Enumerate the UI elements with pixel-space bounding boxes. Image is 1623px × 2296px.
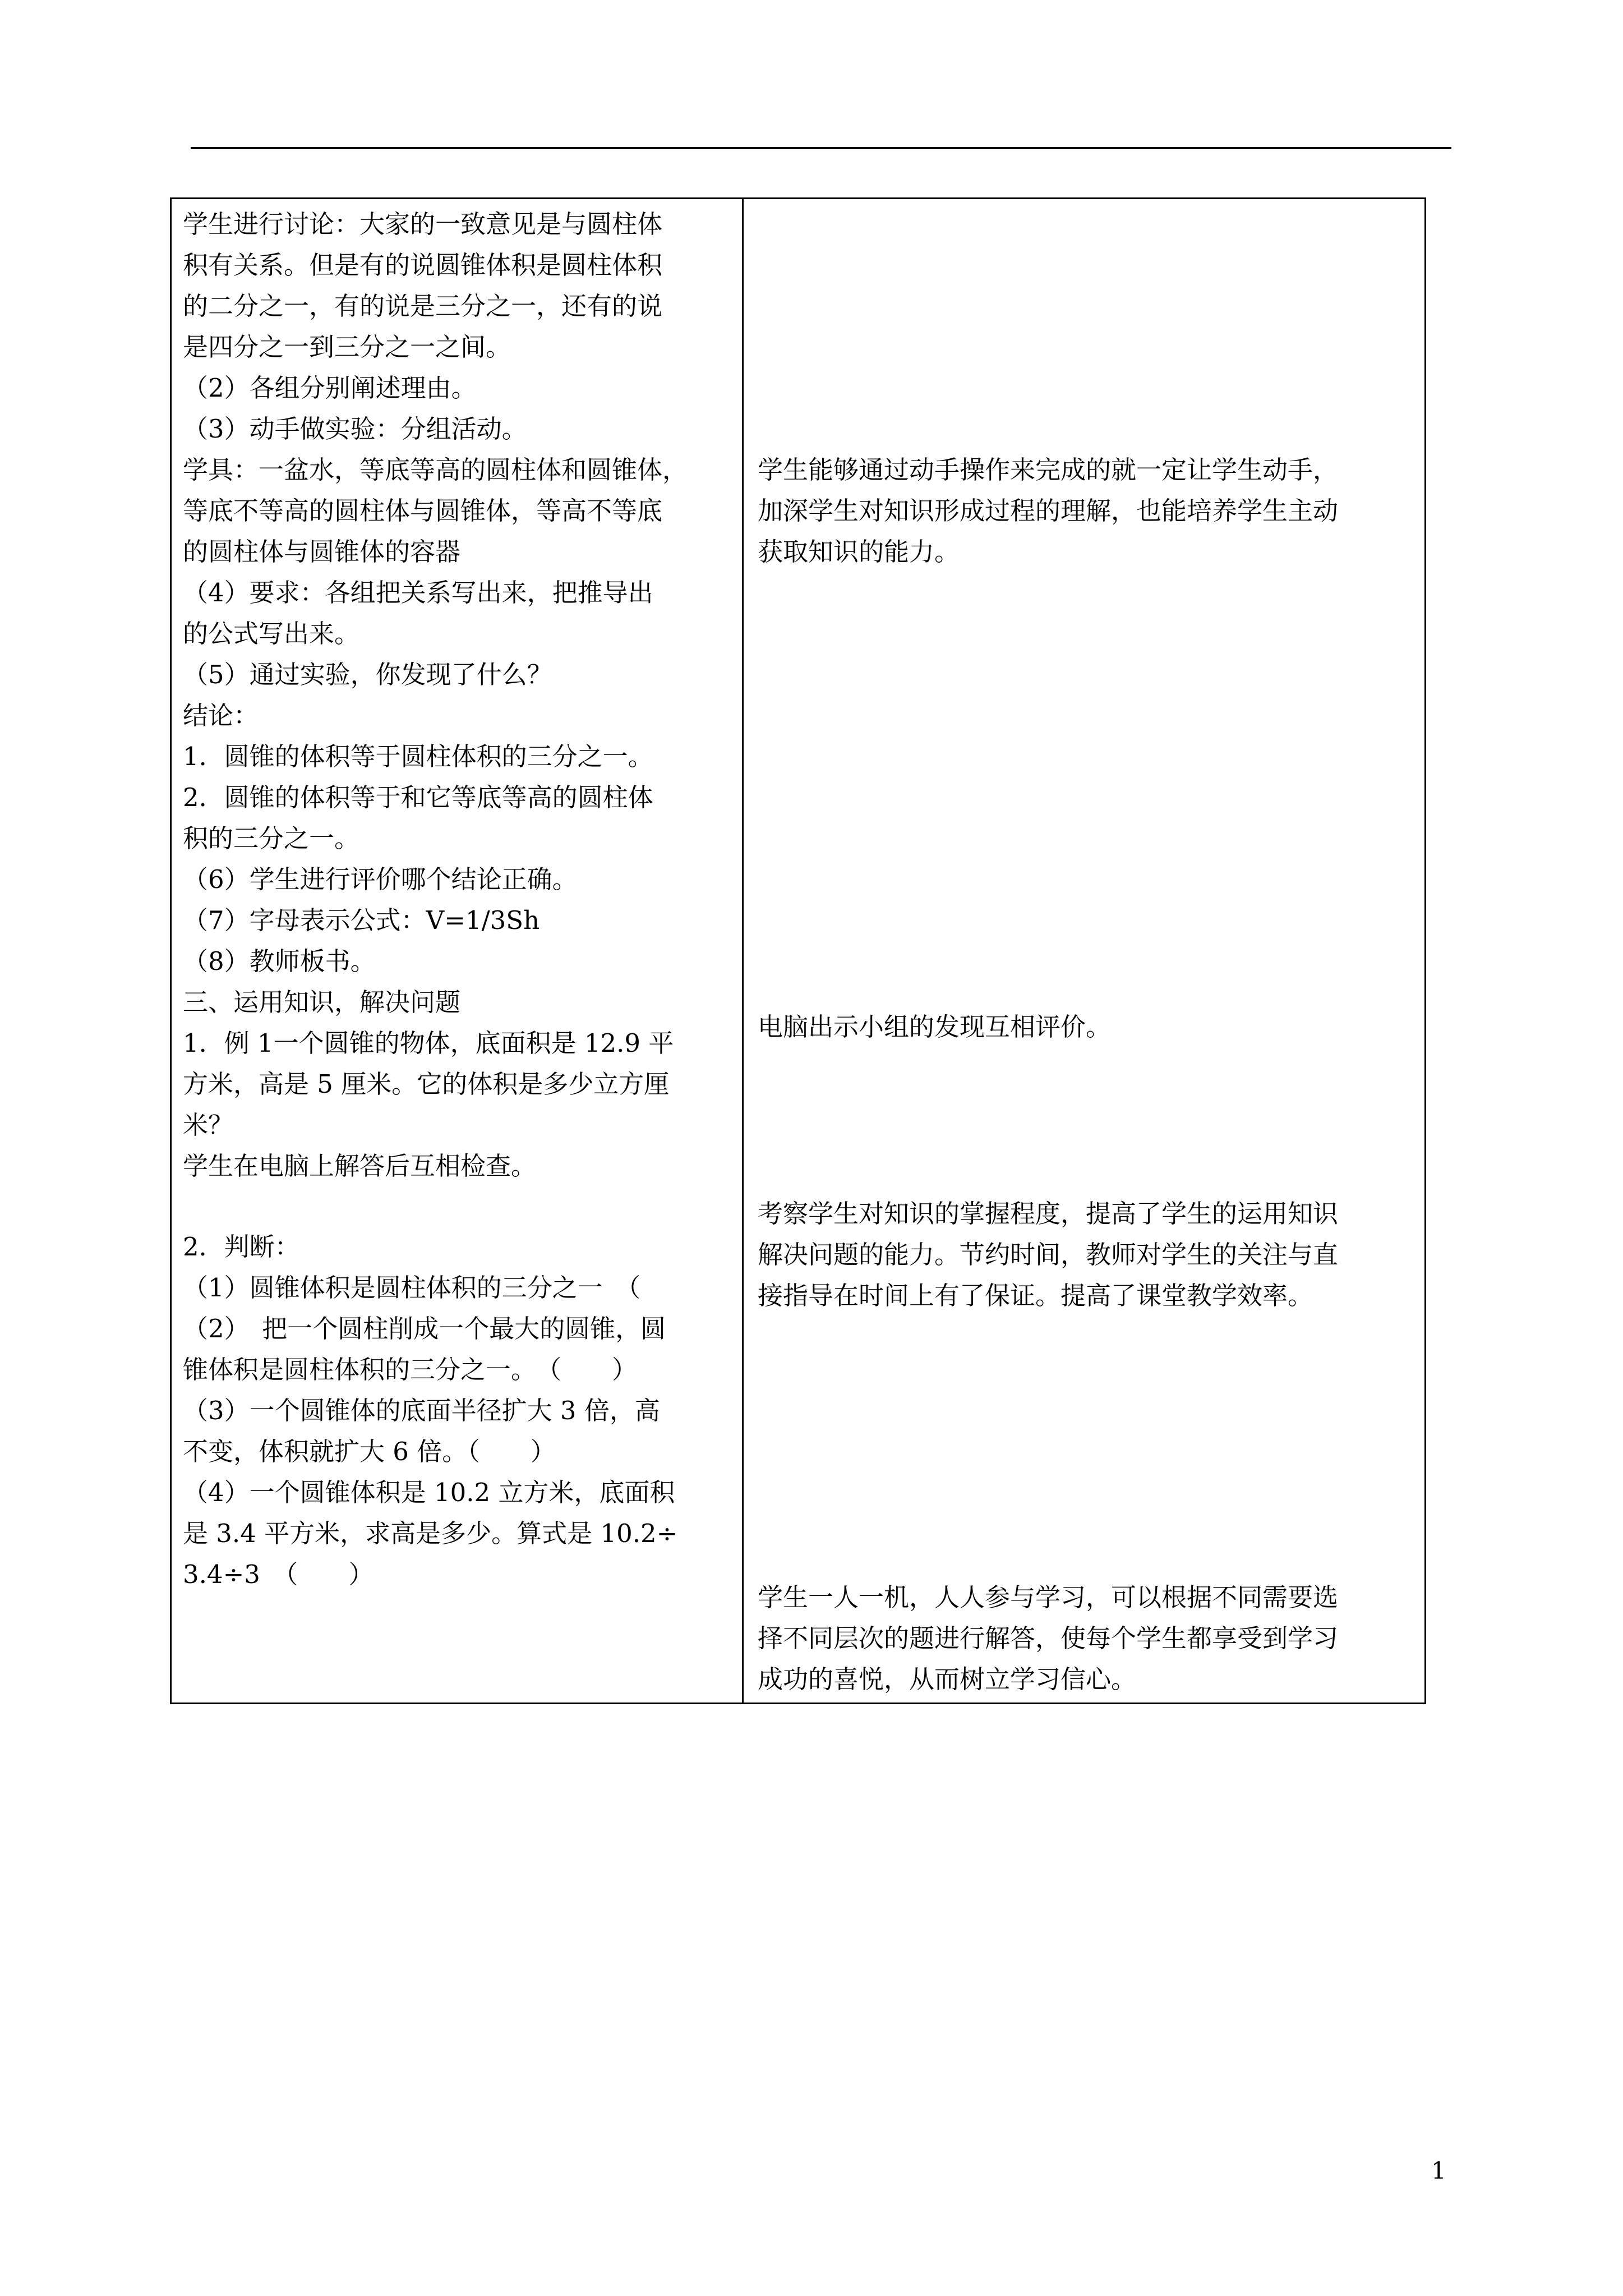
left-line: 是 3.4 平方米，求高是多少。算式是 10.2÷: [183, 1519, 678, 1548]
left-line: 等底不等高的圆柱体与圆锥体，等高不等底: [183, 496, 663, 526]
column-divider: [742, 199, 744, 1703]
left-line: 的公式写出来。: [183, 619, 360, 648]
left-line: （5）通过实验，你发现了什么？: [183, 660, 552, 689]
page-number: 1: [1431, 2157, 1446, 2184]
left-line: （6）学生进行评价哪个结论正确。: [183, 864, 578, 894]
right-line: 加深学生对知识形成过程的理解，也能培养学生主动: [758, 496, 1339, 526]
left-line: 学具：一盆水，等底等高的圆柱体和圆锥体，: [183, 455, 688, 485]
left-line: （2）各组分别阐述理由。: [183, 373, 477, 403]
right-line: 获取知识的能力。: [758, 537, 960, 567]
left-line: 2．圆锥的体积等于和它等底等高的圆柱体: [183, 783, 653, 812]
left-line: 结论：: [183, 701, 259, 730]
left-line: （2） 把一个圆柱削成一个最大的圆锥，圆: [183, 1314, 666, 1343]
left-line: 2．判断：: [183, 1232, 300, 1262]
right-line: 择不同层次的题进行解答，使每个学生都享受到学习: [758, 1623, 1339, 1653]
left-line: 积有关系。但是有的说圆锥体积是圆柱体积: [183, 250, 663, 280]
left-line: （3）动手做实验：分组活动。: [183, 414, 527, 444]
left-line: （3）一个圆锥体的底面半径扩大 3 倍，高: [183, 1396, 660, 1425]
left-line: 的圆柱体与圆锥体的容器: [183, 537, 461, 567]
left-line: 3.4÷3 （ ）: [183, 1559, 374, 1589]
right-line: 接指导在时间上有了保证。提高了课堂教学效率。: [758, 1281, 1313, 1310]
right-line: 成功的喜悦，从而树立学习信心。: [758, 1664, 1137, 1694]
header-rule: [191, 147, 1451, 149]
right-line: 学生一人一机，人人参与学习，可以根据不同需要选: [758, 1582, 1339, 1612]
left-line: （4）要求：各组把关系写出来，把推导出: [183, 578, 653, 608]
left-line: 的二分之一，有的说是三分之一，还有的说: [183, 291, 663, 321]
left-line: 学生进行讨论：大家的一致意见是与圆柱体: [183, 209, 663, 239]
left-line: 方米，高是 5 厘米。它的体积是多少立方厘: [183, 1069, 670, 1099]
left-line: （8）教师板书。: [183, 946, 376, 976]
right-line: 学生能够通过动手操作来完成的就一定让学生动手，: [758, 455, 1339, 485]
left-line: 是四分之一到三分之一之间。: [183, 332, 511, 362]
left-line: 1．例 1一个圆锥的物体，底面积是 12.9 平: [183, 1028, 674, 1058]
left-line: 积的三分之一。: [183, 823, 360, 853]
left-line: （4）一个圆锥体积是 10.2 立方米，底面积: [183, 1478, 675, 1507]
left-line: 学生在电脑上解答后互相检查。: [183, 1151, 537, 1181]
right-line: 解决问题的能力。节约时间，教师对学生的关注与直: [758, 1240, 1339, 1269]
left-line: 不变，体积就扩大 6 倍。（ ）: [183, 1437, 556, 1466]
left-line: 1．圆锥的体积等于圆柱体积的三分之一。: [183, 742, 653, 771]
left-line: 三、运用知识，解决问题: [183, 987, 461, 1017]
left-line: 米？: [183, 1110, 234, 1140]
left-line: （7）字母表示公式：V=1/3Sh: [183, 905, 540, 935]
right-line: 电脑出示小组的发现互相评价。: [758, 1012, 1112, 1042]
left-line: （1）圆锥体积是圆柱体积的三分之一 （: [183, 1273, 641, 1303]
right-line: 考察学生对知识的掌握程度，提高了学生的运用知识: [758, 1199, 1339, 1228]
left-line: 锥体积是圆柱体积的三分之一。 （ ）: [183, 1355, 638, 1384]
lesson-table: [170, 197, 1426, 1704]
